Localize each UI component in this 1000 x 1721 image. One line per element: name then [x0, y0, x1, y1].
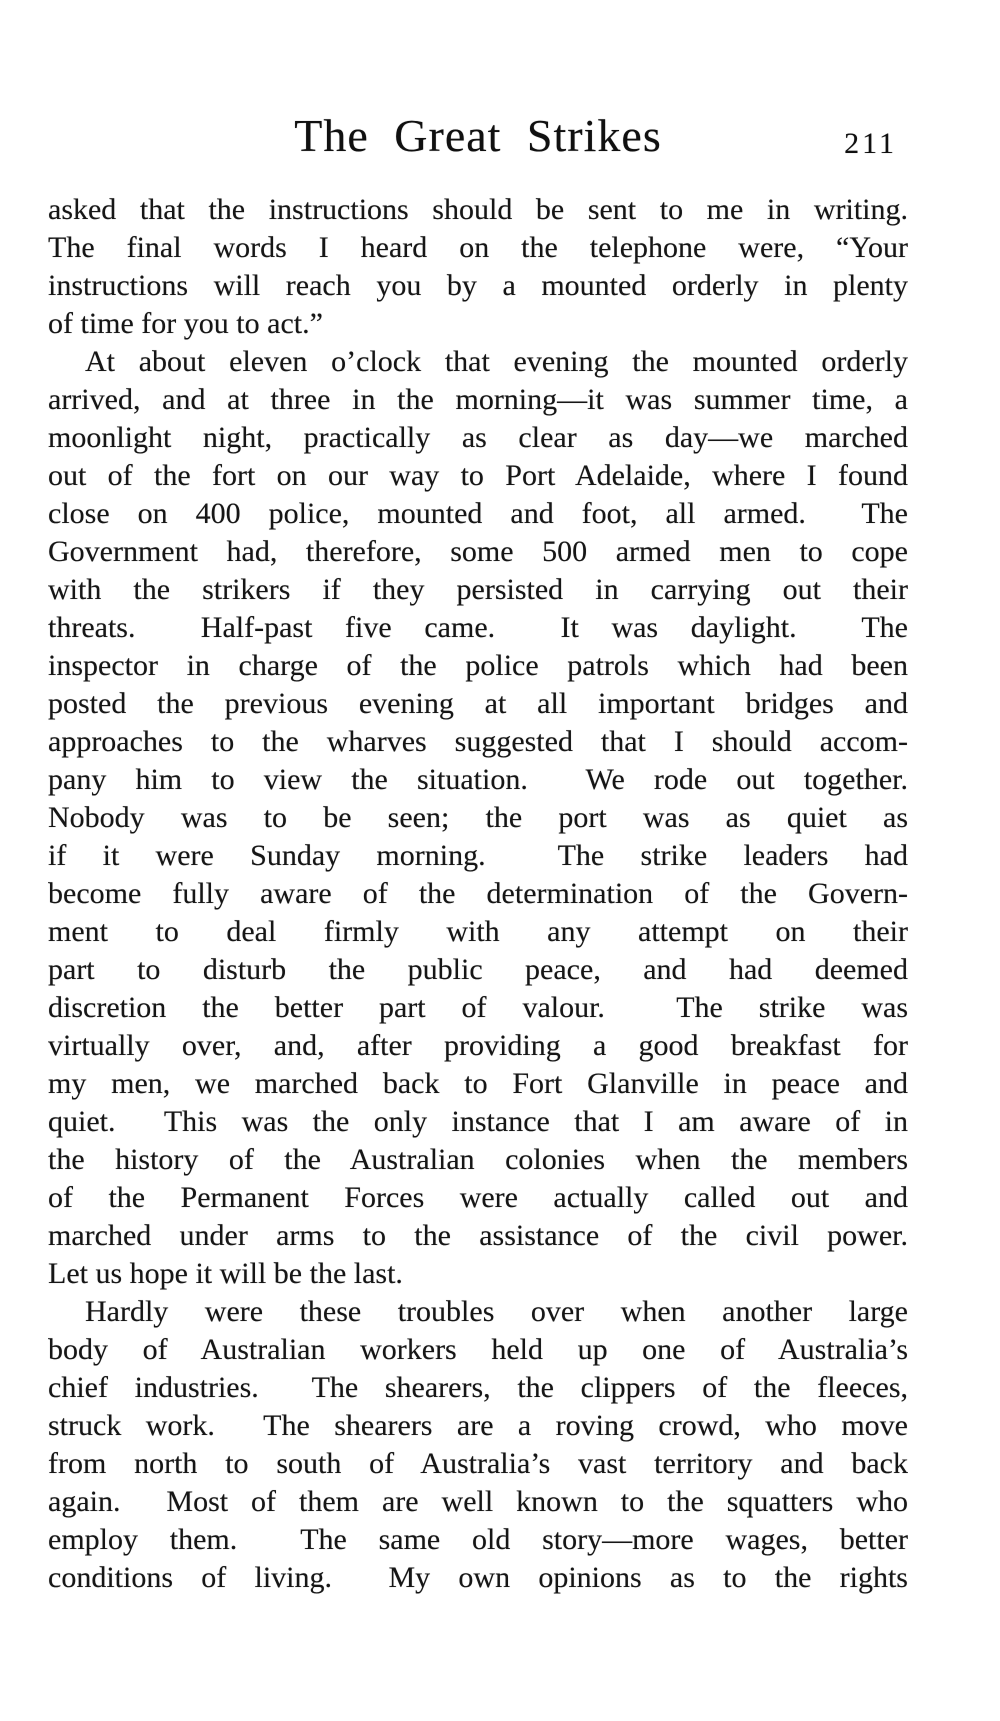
text-line: with the strikers if they persisted in carrying out their: [48, 573, 908, 606]
text-line: my men, we marched back to Fort Glanville in peace and: [48, 1067, 908, 1100]
chapter-title: The Great Strikes: [294, 110, 662, 161]
text-line: conditions of living. My own opinions as to the rights: [48, 1561, 908, 1594]
text-line: pany him to view the situation. We rode out together.: [48, 763, 908, 796]
text-line: The final words I heard on the telephone were, “Your: [48, 231, 908, 264]
text-line: again. Most of them are well known to the squatters who: [48, 1485, 908, 1518]
text-line: of the Permanent Forces were actually called out and: [48, 1181, 908, 1214]
text-line: moonlight night, practically as clear as day—we marched: [48, 421, 908, 454]
text-line: arrived, and at three in the morning—it was summer time, a: [48, 383, 908, 416]
text-line: marched under arms to the assistance of the civil power.: [48, 1219, 908, 1252]
text-line: from north to south of Australia’s vast territory and back: [48, 1447, 908, 1480]
text-line: close on 400 police, mounted and foot, all armed. The: [48, 497, 908, 530]
text-line: part to disturb the public peace, and had deemed: [48, 953, 908, 986]
text-line: At about eleven o’clock that evening the mounted orderly: [85, 345, 908, 378]
text-line: posted the previous evening at all important bridges and: [48, 687, 908, 720]
text-line: inspector in charge of the police patrols which had been: [48, 649, 908, 682]
text-line: Let us hope it will be the last.: [48, 1257, 403, 1290]
text-line: body of Australian workers held up one of Australia’s: [48, 1333, 908, 1366]
running-header: [0, 0, 1000, 180]
text-line: Nobody was to be seen; the port was as quiet as: [48, 801, 908, 834]
text-line: employ them. The same old story—more wages, better: [48, 1523, 908, 1556]
page-number: 211: [844, 127, 897, 160]
text-line: chief industries. The shearers, the clippers of the fleeces,: [48, 1371, 908, 1404]
page-body: [48, 191, 908, 1597]
text-line: of time for you to act.”: [48, 307, 323, 340]
text-line: virtually over, and, after providing a good breakfast for: [48, 1029, 908, 1062]
text-line: threats. Half-past five came. It was daylight. The: [48, 611, 908, 644]
text-line: asked that the instructions should be sent to me in writing.: [48, 193, 908, 226]
text-line: Hardly were these troubles over when another large: [85, 1295, 908, 1328]
text-line: become fully aware of the determination of the Govern-: [48, 877, 908, 910]
text-line: the history of the Australian colonies when the members: [48, 1143, 908, 1176]
text-line: out of the fort on our way to Port Adelaide, where I found: [48, 459, 908, 492]
text-line: struck work. The shearers are a roving crowd, who move: [48, 1409, 908, 1442]
text-line: Government had, therefore, some 500 armed men to cope: [48, 535, 908, 568]
text-line: if it were Sunday morning. The strike leaders had: [48, 839, 908, 872]
text-line: ment to deal firmly with any attempt on their: [48, 915, 908, 948]
text-line: instructions will reach you by a mounted orderly in plenty: [48, 269, 908, 302]
text-line: quiet. This was the only instance that I am aware of in: [48, 1105, 908, 1138]
text-line: discretion the better part of valour. The strike was: [48, 991, 908, 1024]
text-line: approaches to the wharves suggested that I should accom-: [48, 725, 908, 758]
